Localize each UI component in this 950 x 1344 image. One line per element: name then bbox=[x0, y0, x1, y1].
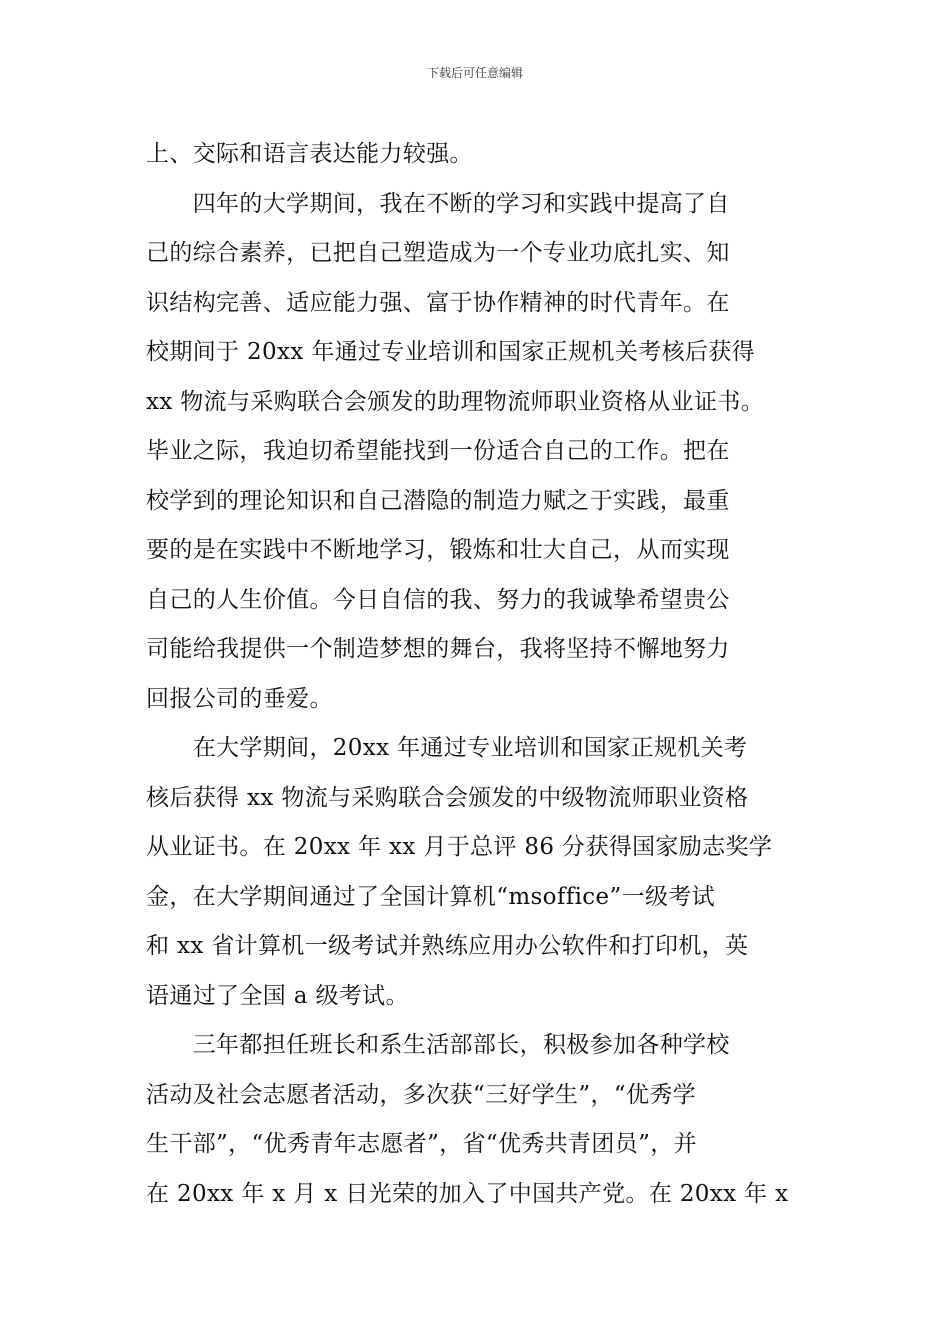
text-line: 上、交际和语言表达能力较强。 bbox=[146, 141, 473, 167]
text-line: 司能给我提供一个制造梦想的舞台，我将坚持不懈地努力 bbox=[146, 636, 730, 662]
document-body bbox=[146, 130, 816, 1219]
page-header: 下载后可任意编辑 bbox=[426, 66, 523, 80]
text-line: 校期间于 20xx 年通过专业培训和国家正规机关考核后获得 bbox=[146, 339, 755, 365]
text-line: 三年都担任班长和系生活部部长，积极参加各种学校 bbox=[146, 1032, 730, 1058]
text-line: 要的是在实践中不断地学习，锻炼和壮大自己，从而实现 bbox=[146, 537, 730, 563]
text-line: 和 xx 省计算机一级考试并熟练应用办公软件和打印机，英 bbox=[146, 933, 749, 959]
text-line: 从业证书。在 20xx 年 xx 月于总评 86 分获得国家励志奖学 bbox=[146, 834, 773, 860]
text-line: 在 20xx 年 x 月 x 日光荣的加入了中国共产党。在 20xx 年 x bbox=[146, 1180, 789, 1207]
text-line: 回报公司的垂爱。 bbox=[146, 685, 333, 712]
text-line: 金，在大学期间通过了全国计算机“msoffice”一级考试 bbox=[146, 883, 716, 910]
text-line: 语通过了全国 a 级考试。 bbox=[146, 982, 409, 1009]
text-line: 四年的大学期间，我在不断的学习和实践中提高了自 bbox=[146, 190, 730, 217]
text-line: 在大学期间，20xx 年通过专业培训和国家正规机关考 bbox=[146, 735, 748, 761]
text-line: 毕业之际，我迫切希望能找到一份适合自己的工作。把在 bbox=[146, 438, 730, 464]
text-line: 活动及社会志愿者活动，多次获“三好学生”，“优秀学 bbox=[146, 1081, 697, 1108]
text-line: 识结构完善、适应能力强、富于协作精神的时代青年。在 bbox=[146, 289, 730, 316]
text-line: 校学到的理论知识和自己潜隐的制造力赋之于实践，最重 bbox=[146, 487, 730, 514]
text-line: 核后获得 xx 物流与采购联合会颁发的中级物流师职业资格 bbox=[146, 784, 749, 811]
text-line: xx 物流与采购联合会颁发的助理物流师职业资格从业证书。 bbox=[146, 388, 765, 415]
text-line: 自己的人生价值。今日自信的我、努力的我诚挚希望贵公 bbox=[146, 586, 730, 613]
text-line: 生干部”，“优秀青年志愿者”，省“优秀共青团员”，并 bbox=[146, 1131, 697, 1157]
text-line: 己的综合素养，已把自己塑造成为一个专业功底扎实、知 bbox=[146, 240, 730, 266]
